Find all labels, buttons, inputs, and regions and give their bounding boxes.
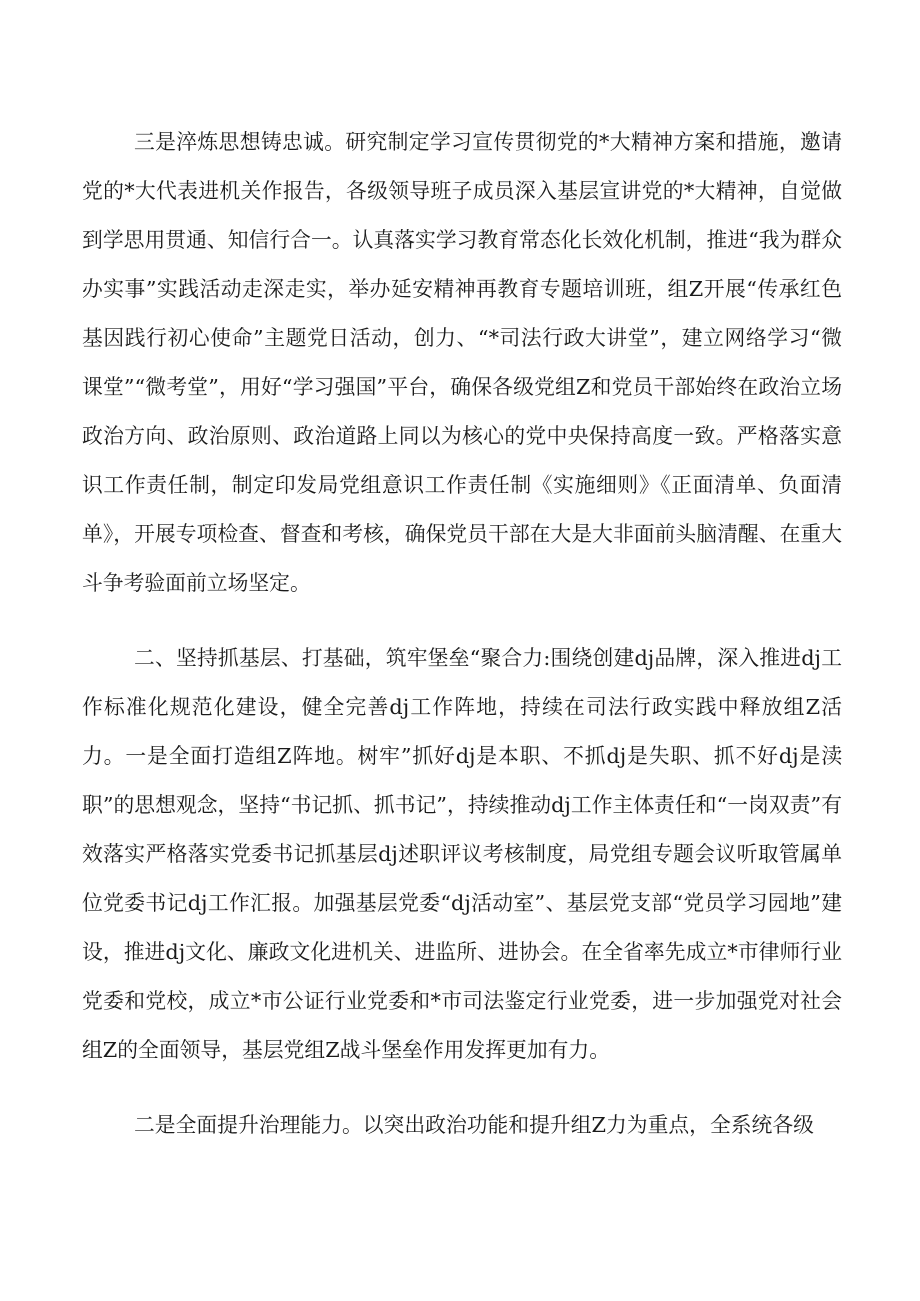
- paragraph-thought-loyalty: 三是淬炼思想铸忠诚。研究制定学习宣传贯彻党的*大精神方案和措施，邀请党的*大代表进机关作报告，各级领导班子成员深入基层宣讲党的*大精神，自觉做到学思用贯通、知信行合一。认真落实学习教育常态化长效化机制，推进“我为群众办实事”实践活动走深走实，举办延安精神再教育专题培训班，组Z开展“传承红色基因践行初心使命”主题党日活动，创力、“*司法行政大讲堂”，建立网络学习“微课堂”“微考堂”，用好“学习强国”平台，确保各级党组Z和党员干部始终在政治立场政治方向、政治原则、政治道路上同以为核心的党中央保持高度一致。严格落实意识工作责任制，制定印发局党组意识工作责任制《实施细则》《正面清单、负面清单》，开展专项检查、督查和考核，确保党员干部在大是大非面前头脑清醒、在重大斗争考验面前立场坚定。: [82, 130, 842, 595]
- paragraph-governance-capacity: 二是全面提升治理能力。以突出政治功能和提升组Z力为重点，全系统各级: [134, 1113, 814, 1137]
- paragraph-grassroots-foundation: 二、坚持抓基层、打基础，筑牢堡垒“聚合力:围绕创建dj品牌，深入推进dj工作标准化规范化建设，健全完善dj工作阵地，持续在司法行政实践中释放组Z活力。一是全面打造组Z阵地。树牢”抓好dj是本职、不抓dj是失职、抓不好dj是渎职”的思想观念，坚持“书记抓、抓书记”，持续推动dj工作主体责任和“一岗双责”有效落实严格落实党委书记抓基层dj述职评议考核制度，局党组专题会议听取管属单位党委书记dj工作汇报。加强基层党委“dj活动室”、基层党支部“党员学习园地”建设，推进dj文化、廉政文化进机关、进监所、进协会。在全省率先成立*市律师行业党委和党校，成立*市公证行业党委和*市司法鉴定行业党委，进一步加强党对社会组Z的全面领导，基层党组Z战斗堡垒作用发挥更加有力。: [82, 646, 842, 1062]
- document-body: [82, 118, 842, 1150]
